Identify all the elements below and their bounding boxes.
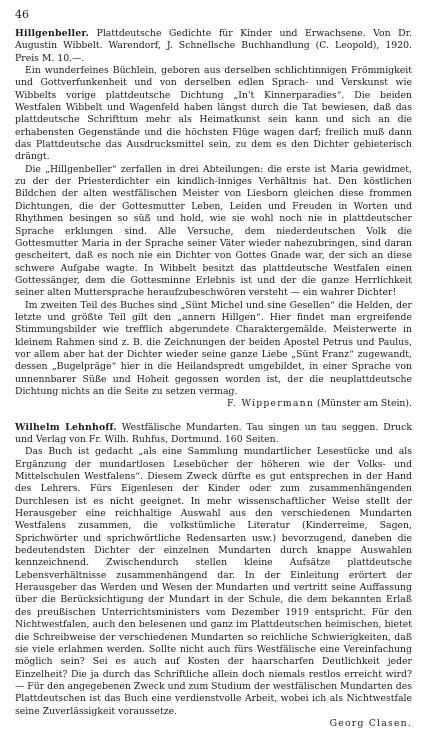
review-paragraph: Ein wunderfeines Büchlein, geboren aus derselben schlichtinnigen Frömmigkeit und Gottverfunkenheit und von derselben edlen Sprach- und Verskunst wie Wibbelts vorige plattdeutsche Dichtung „In't Kinnerparadies“. Die beiden Westfalen Wibbelt und Wagenfeld haben längst durch die Tat bewiesen, daß das plattdeutsche Schrifttum mehr als Heimatkunst sein kann und sich an die erhabensten Gegenstände und die höchsten Flüge wagen darf; freilich muß dann das Plattdeutsche das Ausdrucksmittel sein, zu dem es den Dichter gebieterisch drängt. <box>15 65 412 163</box>
review-author: Hillgenbeller. <box>15 28 90 39</box>
section-gap <box>15 411 412 422</box>
review-signature <box>15 398 412 410</box>
reviewer-name: Georg Clasen. <box>329 717 412 729</box>
review-paragraph: Im zweiten Teil des Buches sind „Sünt Michel und sine Gesellen“ die Helden, der letzte und größte Teil gilt den „annern Hillgen“. Hier findet man ergreifende Stimmungsbilder wie trefflich abgerundete Charaktergemälde. Meisterwerte in kleinem Rahmen sind z. B. die Zeichnungen der beiden Apostel Petrus und Paulus, vor allem aber hat der Dichter wieder seine ganze Liebe „Sünt Franz“ zugewandt, dessen „Bugelpräge“ hier in die Heilandspredt umgebildet, in einer Sprache von unnennbarer Süße und Hoheit gegossen worden ist, der die neuplattdeutsche Dichtung nichts an die Seite zu setzen vermag. <box>15 299 412 397</box>
review-paragraph: Die „Hillgenbeller“ zerfallen in drei Abteilungen: die erste ist Maria gewidmet, zu der der Priesterdichter ein kindlich-inniges Verhältnis hat. Den köstlichen Bildchen der alten westfälischen Meister von Liesborn gleichen diese frommen Dichtungen, die der Gottesmutter Leben, Leiden und Freuden in Worten und Rhythmen besingen so süß und hold, wie sie wohl noch nie in plattdeutscher Sprache erklungen sind. Alle Versuche, dem niederdeutschen Volk die Gottesmutter Maria in der Sprache seiner Väter wieder nahezubringen, sind daran gescheitert, daß es noch nie ein Dichter von Gottes Gnade war, der sich an diese schwere Aufgabe wagte. In Wibbelt besitzt das plattdeutsche Westfalen einen Gottessänger, dem die Gottesminne Erlebnis ist und der die ganze Herrlichkeit seiner alten Muttersprache heraufzubeschwören versteht — ein wahrer Dichter! <box>15 163 412 299</box>
review-westfaelische-mundarten <box>15 422 412 731</box>
review-bibliography: Westfälische Mundarten. Tau singen un tau seggen. Druck und Verlag von Fr. Wilh. Ruhfus, Dortmund. 160 Seiten. <box>15 421 412 445</box>
review-heading <box>15 422 412 447</box>
reviewer-name: F. Wippermann <box>226 398 315 410</box>
review-signature <box>15 718 412 730</box>
review-author: Wilhelm Lehnhoff. <box>15 421 117 433</box>
review-hillgenbeller <box>15 28 412 411</box>
review-bibliography: Plattdeutsche Gedichte für Kinder und Erwachsene. Von Dr. Augustin Wibbelt. Warendorf, J. Schnellsche Buchhandlung (C. Leopold), 1920. Preis M. 10.—. <box>15 28 412 64</box>
review-paragraph: Das Buch ist gedacht „als eine Sammlung mundartlicher Lesestücke und als Ergänzung der mundartlosen Lesebücher der höheren wie der Volks- und Mittelschulen Westfalens“. Diesem Zweck dürfte es gut entsprechen in der Hand des Lehrers. Fürs Eigenlesen der Kinder oder zum zusammenhängenden Durchlesen ist es nicht geeignet. In mehr wissenschaftlicher Weise stellt der Herausgeber eine reichhaltige Auswahl aus den verschiedenen Mundarten Westfalens zusammen, die volkstümliche Literatur (Kinderreime, Sagen, Sprichwörter und sprichwörtliche Redensarten usw.) bevorzugend, daneben die bedeutendsten Dichter der einzelnen Mundarten durch knappe Auswahlen kennzeichnend. Zwischendurch stellen kleine Aufsätze plattdeutsche Lebensverhältnisse zusammenhängend dar. In der Einleitung erörtert der Herausgeber das Werden und Wesen der Mundarten und vertritt seine Auffassung über die Berücksichtigung der Mundart in der Schule, die dem bekannten Erlaß des preußischen Unterrichtsministers vom Dezember 1919 entspricht. Für den Nichtwestfalen, auch den belesenen und ganz im Plattdeutschen heimischen, bietet die Schreibweise der verschiedenen Mundarten so reichliche Schwierigkeiten, daß sie viele erlahmen werden. Sollte nicht auch fürs Westfälische eine Vereinfachung möglich sein? Sei es auch auf Kosten der haarscharfen Deutlichkeit jeder Einzelheit? Die ja durch das Schriftliche allein doch niemals restlos erreicht wird? — Für den angegebenen Zweck und zum Studium der westfälischen Mundarten des Plattdeutschen ist das Buch eine verdienstvolle Arbeit, wobei ich als Nichtwestfale seine Zuverlässigkeit voraussetze. <box>15 446 412 717</box>
page-number: 46 <box>15 8 29 21</box>
review-heading <box>15 28 412 65</box>
reviewer-place: (Münster am Stein). <box>317 398 412 410</box>
